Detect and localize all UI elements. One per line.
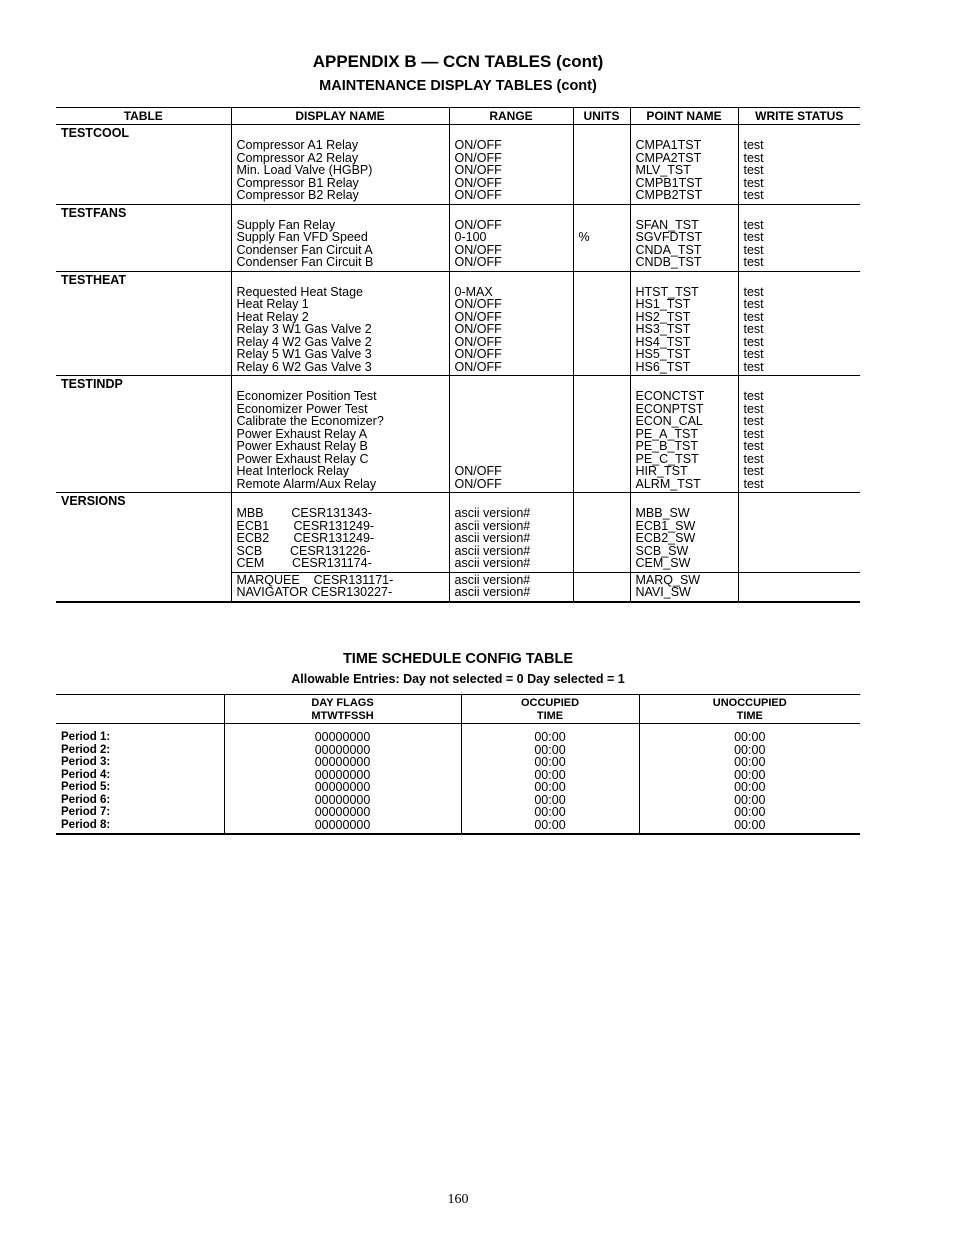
- period-labels: [56, 724, 224, 835]
- table-group-name: TESTINDP: [56, 376, 231, 493]
- cell-line: [579, 390, 630, 403]
- cell-line: 00000000: [314, 780, 371, 794]
- cell-line: Relay 5 W1 Gas Valve 3: [236, 347, 372, 361]
- cell-line: CMPB2TST: [635, 188, 703, 202]
- table-row: [56, 493, 860, 573]
- cell-line: HS3_TST: [635, 322, 691, 336]
- table-row: [56, 572, 860, 602]
- cell-line: CNDB_TST: [635, 255, 702, 269]
- display-name-cell: [231, 204, 449, 271]
- cell-line: [744, 520, 861, 533]
- cell-line: [579, 507, 630, 520]
- maintenance-display-table: [56, 107, 860, 603]
- table-row: [56, 271, 860, 376]
- cell-line: ON/OFF: [454, 322, 502, 336]
- cell-line: 00:00: [734, 792, 766, 807]
- cell-line: test: [743, 217, 764, 232]
- cell-line: Calibrate the Economizer?: [236, 414, 384, 428]
- cell-line: 00:00: [534, 742, 566, 757]
- cell-line: ON/OFF: [454, 359, 502, 374]
- cell-line: Relay 6 W2 Gas Valve 3: [236, 359, 372, 374]
- cell-line: Condenser Fan Circuit A: [236, 242, 373, 257]
- cell-line: [579, 189, 630, 202]
- cell-line: 00000000: [314, 730, 371, 744]
- cell-line: [455, 403, 573, 416]
- display-name-cell: [231, 271, 449, 376]
- write-status-cell: [738, 572, 860, 602]
- cell-line: [579, 520, 630, 533]
- range-cell: [449, 376, 573, 493]
- cell-line: 00:00: [734, 767, 766, 782]
- cell-line: [579, 403, 630, 416]
- range-cell: [449, 572, 573, 602]
- cell-line: [579, 139, 630, 152]
- cell-line: ON/OFF: [454, 347, 502, 361]
- cell-line: 00000000: [314, 767, 371, 782]
- cell-line: Compressor A1 Relay: [236, 138, 359, 152]
- cell-line: ON/OFF: [454, 464, 502, 478]
- point-name-cell: [630, 125, 738, 205]
- cell-line: [744, 574, 861, 587]
- time-schedule-subtitle: Allowable Entries: Day not selected = 0 Day selected = 1: [291, 672, 625, 686]
- cell-line: [579, 286, 630, 299]
- cell-line: [579, 586, 630, 599]
- units-cell: [573, 125, 630, 205]
- cell-line: ON/OFF: [454, 255, 502, 269]
- cell-line: [579, 152, 630, 165]
- cell-line: Period 7:: [61, 806, 111, 818]
- cell-line: ON/OFF: [454, 188, 502, 202]
- column-header: UNITS: [573, 108, 630, 125]
- page-number: 160: [447, 1192, 469, 1207]
- cell-line: test: [743, 476, 764, 491]
- column-header: UNOCCUPIED TIME: [639, 695, 860, 724]
- table-group-name: [56, 572, 231, 602]
- cell-line: test: [743, 439, 764, 453]
- cell-line: ascii version#: [454, 585, 531, 599]
- cell-line: [579, 244, 630, 257]
- cell-line: 00000000: [314, 742, 371, 757]
- table-row: [56, 376, 860, 493]
- cell-line: test: [743, 230, 764, 244]
- cell-line: 00:00: [734, 780, 766, 794]
- cell-line: Remote Alarm/Aux Relay: [236, 476, 377, 491]
- page-subtitle: MAINTENANCE DISPLAY TABLES (cont): [319, 78, 597, 94]
- occupied-time-cell: [461, 724, 639, 835]
- cell-line: Compressor A2 Relay: [236, 150, 359, 165]
- cell-line: [455, 390, 573, 403]
- cell-line: CEM CESR131174-: [236, 556, 372, 570]
- range-cell: [449, 125, 573, 205]
- cell-line: [744, 557, 861, 570]
- cell-line: ECB2 CESR131249-: [236, 531, 375, 545]
- cell-line: [579, 532, 630, 545]
- day-flags-cell: [224, 724, 461, 835]
- display-name-cell: [231, 125, 449, 205]
- table-row: [56, 204, 860, 271]
- table-group-name: VERSIONS: [56, 493, 231, 573]
- cell-line: [455, 428, 573, 441]
- cell-line: [579, 574, 630, 587]
- cell-line: [579, 557, 630, 570]
- cell-line: test: [743, 322, 764, 336]
- units-cell: [573, 271, 630, 376]
- cell-line: PE_C_TST: [635, 451, 699, 466]
- cell-line: PE_B_TST: [635, 439, 699, 453]
- units-cell: [573, 376, 630, 493]
- cell-line: test: [743, 138, 764, 152]
- column-header: DAY FLAGS MTWTFSSH: [224, 695, 461, 724]
- cell-line: 00:00: [734, 742, 766, 757]
- table-header-row: [56, 108, 860, 125]
- cell-line: ascii version#: [454, 531, 531, 545]
- column-header: TABLE: [56, 108, 231, 125]
- cell-line: Period 2:: [61, 743, 111, 756]
- cell-line: [579, 164, 630, 177]
- cell-line: ascii version#: [454, 506, 531, 520]
- point-name-cell: [630, 271, 738, 376]
- cell-line: ECB1_SW: [635, 518, 696, 533]
- cell-line: 00:00: [534, 805, 566, 819]
- cell-line: CMPA2TST: [635, 150, 702, 165]
- cell-line: ON/OFF: [454, 138, 502, 152]
- cell-line: HS5_TST: [635, 347, 691, 361]
- range-cell: [449, 493, 573, 573]
- range-cell: [449, 271, 573, 376]
- time-schedule-table: [56, 694, 860, 835]
- cell-line: test: [743, 309, 764, 324]
- cell-line: ALRM_TST: [635, 476, 701, 491]
- cell-line: ECB1 CESR131249-: [236, 518, 375, 533]
- cell-line: Period 8:: [61, 818, 111, 831]
- cell-line: [579, 453, 630, 466]
- cell-line: SGVFDTST: [635, 230, 703, 244]
- column-header: OCCUPIED TIME: [461, 695, 639, 724]
- cell-line: test: [743, 297, 764, 311]
- cell-line: Period 6:: [61, 793, 111, 806]
- cell-line: [455, 415, 573, 428]
- column-header: RANGE: [449, 108, 573, 125]
- cell-line: Supply Fan Relay: [236, 217, 336, 232]
- cell-line: HIR_TST: [635, 464, 688, 478]
- cell-line: test: [743, 451, 764, 466]
- cell-line: [579, 177, 630, 190]
- cell-line: ON/OFF: [454, 175, 502, 190]
- cell-line: [579, 361, 630, 374]
- cell-line: [744, 507, 861, 520]
- cell-line: 00:00: [534, 817, 566, 832]
- cell-line: ON/OFF: [454, 309, 502, 324]
- cell-line: ON/OFF: [454, 297, 502, 311]
- cell-line: test: [743, 334, 764, 349]
- cell-line: [455, 440, 573, 453]
- cell-line: 00000000: [314, 792, 371, 807]
- cell-line: test: [743, 389, 764, 403]
- cell-line: HTST_TST: [635, 284, 699, 299]
- cell-line: NAVIGATOR CESR130227-: [236, 585, 393, 599]
- table-group-name: TESTCOOL: [56, 125, 231, 205]
- cell-line: Period 4:: [61, 768, 111, 781]
- cell-line: SCB CESR131226-: [236, 543, 371, 558]
- cell-line: Requested Heat Stage: [236, 284, 363, 299]
- cell-line: ascii version#: [454, 518, 531, 533]
- cell-line: Power Exhaust Relay B: [236, 439, 368, 453]
- table-row: [56, 125, 860, 205]
- cell-line: CMPB1TST: [635, 175, 703, 190]
- cell-line: test: [743, 163, 764, 177]
- cell-line: Relay 4 W2 Gas Valve 2: [236, 334, 372, 349]
- cell-line: MBB_SW: [635, 506, 690, 520]
- cell-line: MBB CESR131343-: [236, 506, 372, 520]
- cell-line: Heat Relay 1: [236, 297, 309, 311]
- cell-line: Heat Relay 2: [236, 309, 309, 324]
- write-status-cell: [738, 376, 860, 493]
- point-name-cell: [630, 572, 738, 602]
- cell-line: test: [743, 359, 764, 374]
- cell-line: [579, 545, 630, 558]
- cell-line: NAVI_SW: [635, 585, 691, 599]
- cell-line: Economizer Position Test: [236, 389, 377, 403]
- cell-line: 00:00: [534, 780, 566, 794]
- cell-line: 00000000: [314, 805, 371, 819]
- cell-line: test: [743, 175, 764, 190]
- cell-line: [579, 465, 630, 478]
- cell-line: 00:00: [734, 817, 766, 832]
- cell-line: Power Exhaust Relay A: [236, 426, 368, 441]
- cell-line: [579, 256, 630, 269]
- cell-line: CMPA1TST: [635, 138, 702, 152]
- cell-line: Power Exhaust Relay C: [236, 451, 369, 466]
- cell-line: test: [743, 284, 764, 299]
- column-header: WRITE STATUS: [738, 108, 860, 125]
- cell-line: %: [578, 230, 590, 244]
- cell-line: 00:00: [534, 755, 566, 769]
- cell-line: Supply Fan VFD Speed: [236, 230, 368, 244]
- cell-line: test: [743, 401, 764, 416]
- cell-line: ECB2_SW: [635, 531, 696, 545]
- point-name-cell: [630, 493, 738, 573]
- units-cell: [573, 493, 630, 573]
- cell-line: Compressor B2 Relay: [236, 188, 359, 202]
- cell-line: CNDA_TST: [635, 242, 702, 257]
- table-header-row: [56, 695, 860, 724]
- cell-line: [744, 586, 861, 599]
- cell-line: test: [743, 242, 764, 257]
- cell-line: 00:00: [734, 805, 766, 819]
- cell-line: Period 5:: [61, 781, 111, 793]
- write-status-cell: [738, 271, 860, 376]
- cell-line: 0-MAX: [454, 284, 493, 299]
- units-cell: [573, 572, 630, 602]
- cell-line: ON/OFF: [454, 217, 502, 232]
- cell-line: ECONCTST: [635, 389, 705, 403]
- cell-line: test: [743, 426, 764, 441]
- cell-line: HS6_TST: [635, 359, 691, 374]
- cell-line: ECON_CAL: [635, 414, 703, 428]
- cell-line: [579, 348, 630, 361]
- cell-line: Condenser Fan Circuit B: [236, 255, 374, 269]
- cell-line: MARQ_SW: [635, 572, 701, 587]
- cell-line: [744, 545, 861, 558]
- unoccupied-time-cell: [639, 724, 860, 835]
- cell-line: Compressor B1 Relay: [236, 175, 359, 190]
- time-schedule-title: TIME SCHEDULE CONFIG TABLE: [342, 651, 574, 667]
- point-name-cell: [630, 376, 738, 493]
- cell-line: MLV_TST: [635, 163, 691, 177]
- cell-line: ECONPTST: [635, 401, 704, 416]
- cell-line: ON/OFF: [454, 150, 502, 165]
- cell-line: HS4_TST: [635, 334, 691, 349]
- cell-line: Period 3:: [61, 756, 111, 768]
- cell-line: ON/OFF: [454, 242, 502, 257]
- cell-line: ON/OFF: [454, 163, 502, 177]
- cell-line: [579, 336, 630, 349]
- write-status-cell: [738, 493, 860, 573]
- table-group-name: TESTFANS: [56, 204, 231, 271]
- cell-line: HS2_TST: [635, 309, 691, 324]
- cell-line: ascii version#: [454, 572, 531, 587]
- cell-line: ON/OFF: [454, 476, 502, 491]
- cell-line: Min. Load Valve (HGBP): [236, 163, 373, 177]
- cell-line: ascii version#: [454, 556, 531, 570]
- cell-line: 00:00: [534, 792, 566, 807]
- cell-line: [744, 532, 861, 545]
- cell-line: test: [743, 464, 764, 478]
- cell-line: test: [743, 255, 764, 269]
- cell-line: [579, 440, 630, 453]
- cell-line: 0-100: [454, 230, 487, 244]
- cell-line: [579, 323, 630, 336]
- cell-line: Period 1:: [61, 731, 111, 743]
- display-name-cell: [231, 376, 449, 493]
- cell-line: Relay 3 W1 Gas Valve 2: [236, 322, 372, 336]
- cell-line: [579, 298, 630, 311]
- table-row: [56, 724, 860, 835]
- cell-line: 00:00: [534, 730, 566, 744]
- cell-line: Heat Interlock Relay: [236, 464, 350, 478]
- cell-line: PE_A_TST: [635, 426, 699, 441]
- cell-line: SFAN_TST: [635, 217, 699, 232]
- cell-line: Economizer Power Test: [236, 401, 368, 416]
- write-status-cell: [738, 125, 860, 205]
- column-header: DISPLAY NAME: [231, 108, 449, 125]
- cell-line: SCB_SW: [635, 543, 689, 558]
- page-title: APPENDIX B — CCN TABLES (cont): [312, 52, 604, 71]
- cell-line: CEM_SW: [635, 556, 691, 570]
- point-name-cell: [630, 204, 738, 271]
- cell-line: ON/OFF: [454, 334, 502, 349]
- column-header: [56, 695, 224, 724]
- table-group-name: TESTHEAT: [56, 271, 231, 376]
- range-cell: [449, 204, 573, 271]
- cell-line: HS1_TST: [635, 297, 691, 311]
- column-header: POINT NAME: [630, 108, 738, 125]
- cell-line: test: [743, 347, 764, 361]
- cell-line: 00:00: [534, 767, 566, 782]
- display-name-cell: [231, 493, 449, 573]
- cell-line: [579, 415, 630, 428]
- cell-line: test: [743, 188, 764, 202]
- cell-line: ascii version#: [454, 543, 531, 558]
- cell-line: 00000000: [314, 755, 371, 769]
- cell-line: 00:00: [734, 755, 766, 769]
- cell-line: [579, 428, 630, 441]
- cell-line: test: [743, 150, 764, 165]
- cell-line: MARQUEE CESR131171-: [236, 572, 394, 587]
- cell-line: test: [743, 414, 764, 428]
- units-cell: [573, 204, 630, 271]
- cell-line: 00:00: [734, 730, 766, 744]
- cell-line: [579, 311, 630, 324]
- display-name-cell: [231, 572, 449, 602]
- write-status-cell: [738, 204, 860, 271]
- cell-line: 00000000: [314, 817, 371, 832]
- cell-line: [579, 478, 630, 491]
